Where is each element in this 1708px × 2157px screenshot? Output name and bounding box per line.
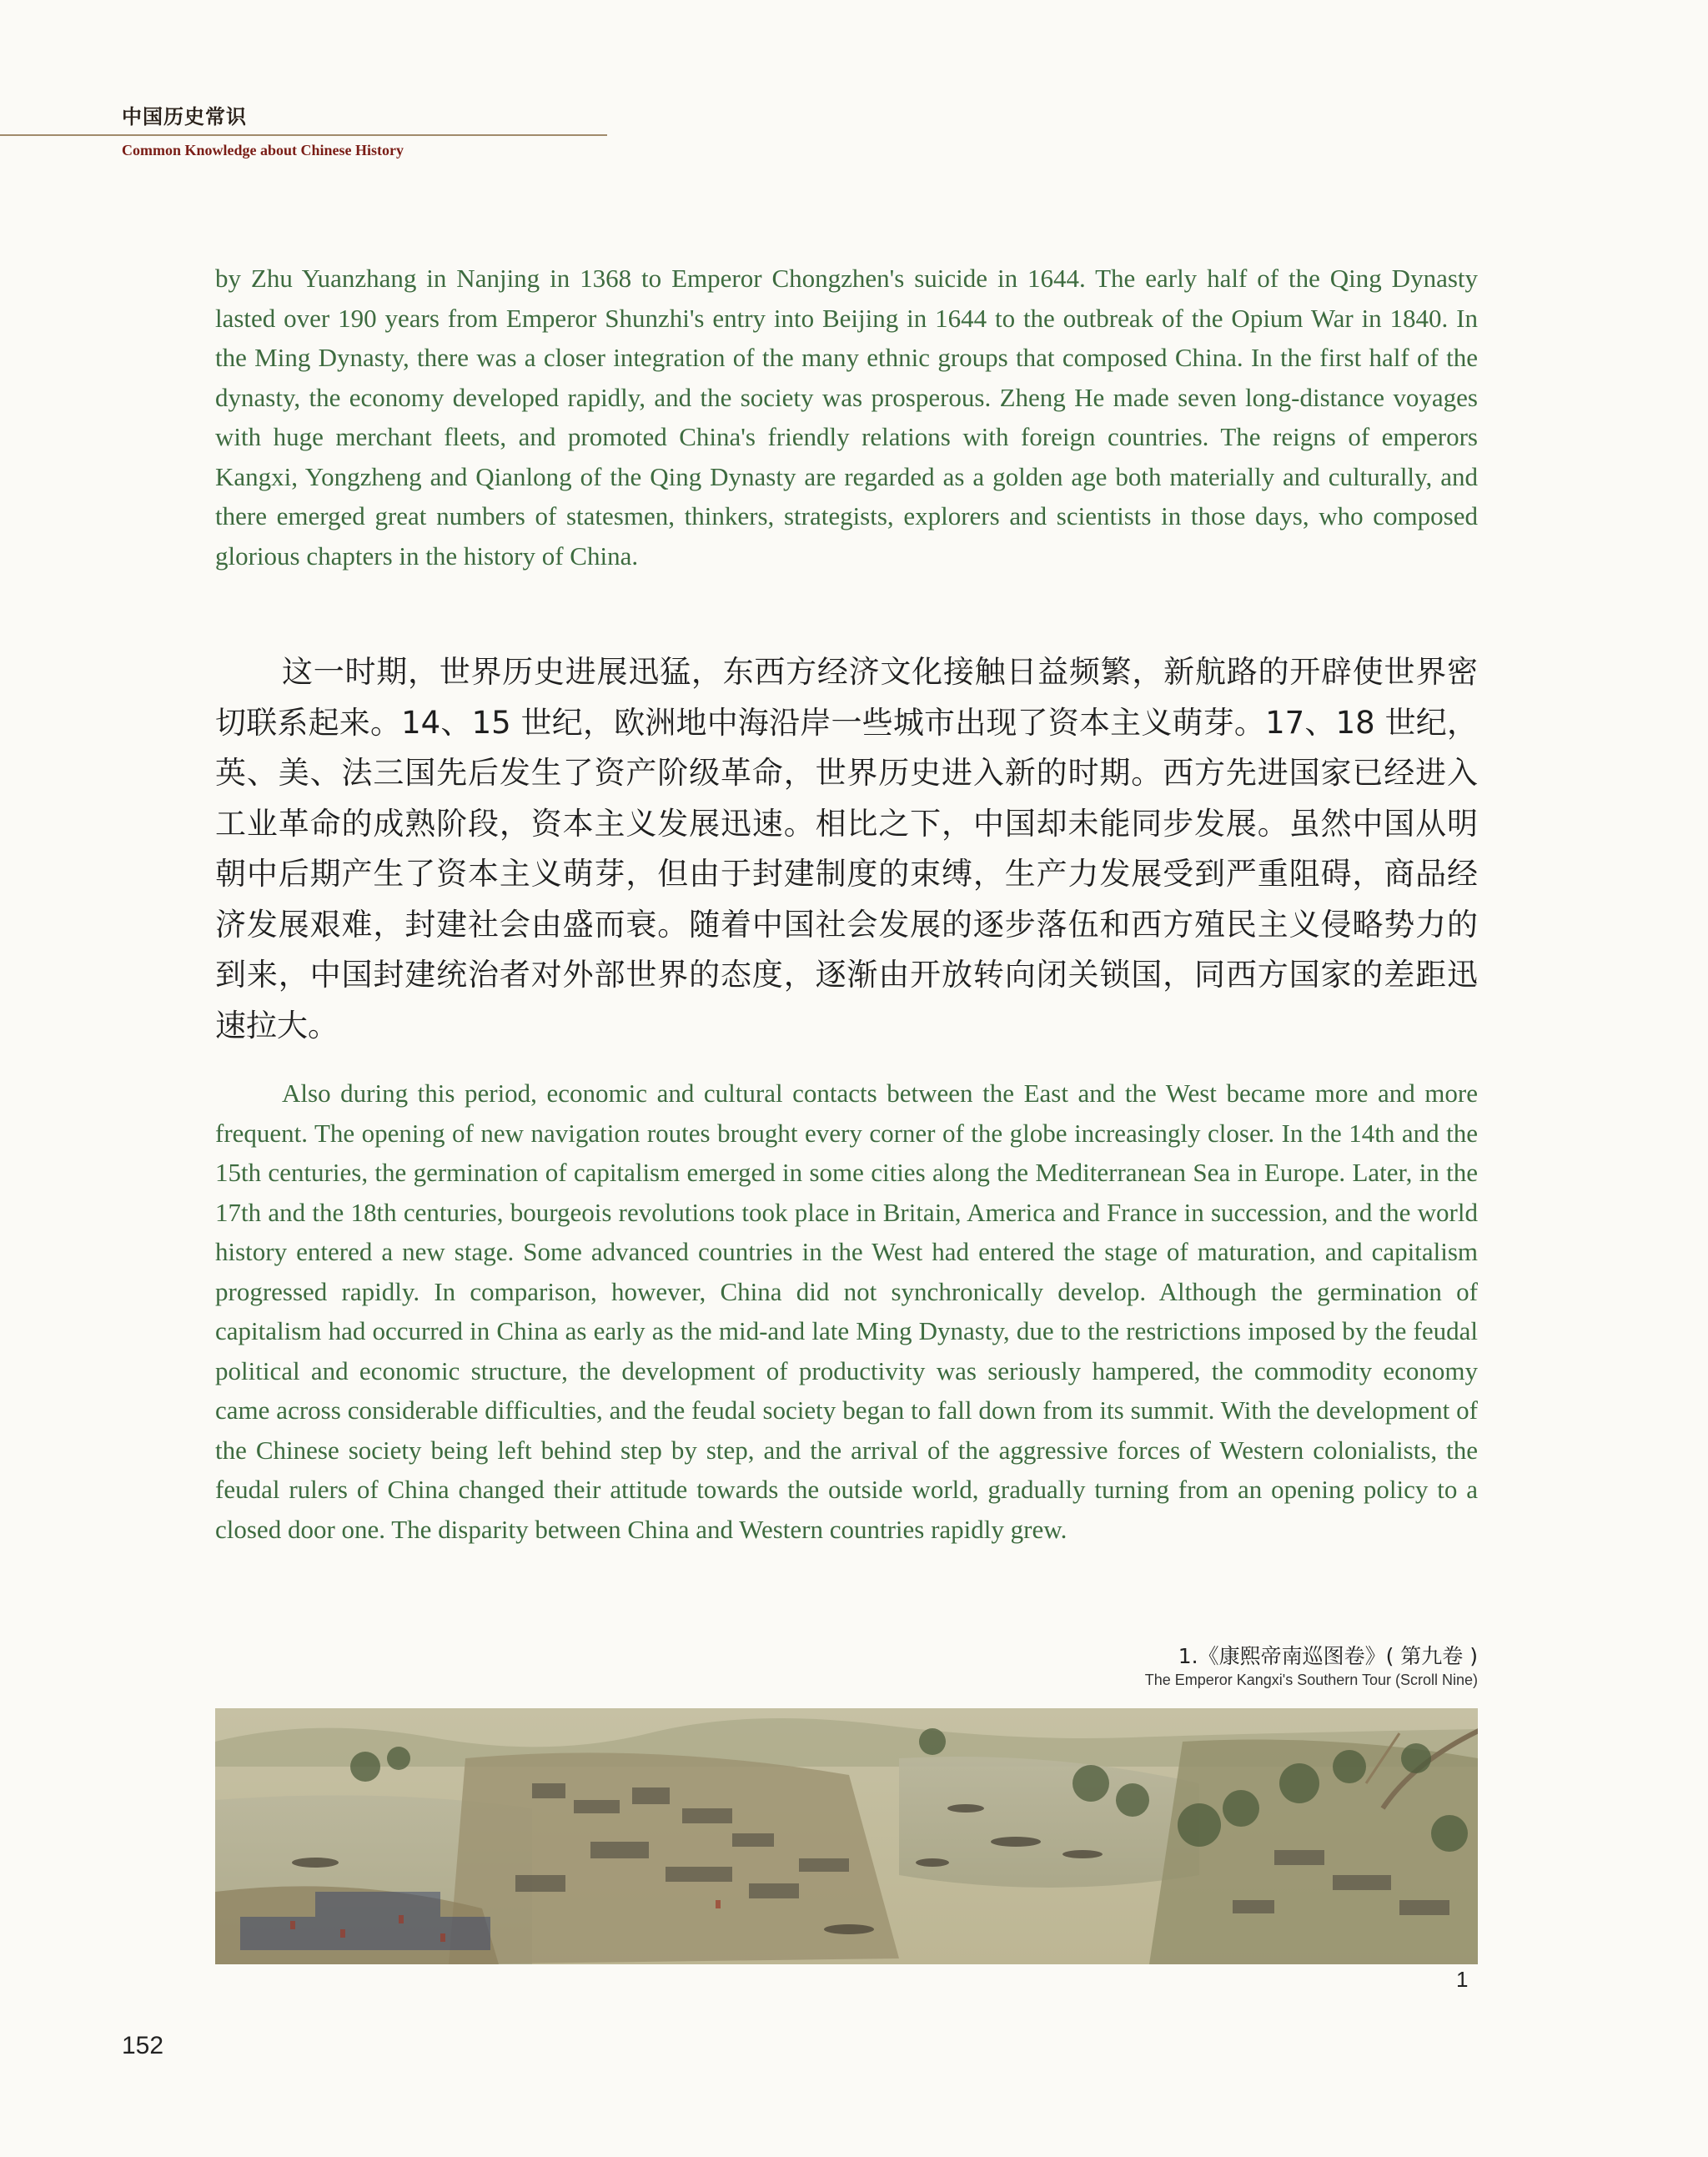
page-number: 152 [122,2032,164,2059]
paragraph-cn: 这一时期，世界历史进展迅猛，东西方经济文化接触日益频繁，新航路的开辟使世界密切联系起来。14、15 世纪，欧洲地中海沿岸一些城市出现了资本主义萌芽。17、18 世纪，英、美、法三国先后发生了资产阶级革命，世界历史进入新的时期。西方先进国家已经进入工业革命的成熟阶段，资本主义发展迅速。相比之下，中国却未能同步发展。虽然中国从明朝中后期产生了资本主义萌芽，但由于封建制度的束缚，生产力发展受到严重阻碍，商品经济发展艰难，封建社会由盛而衰。随着中国社会发展的逐步落伍和西方殖民主义侵略势力的到来，中国封建统治者对外部世界的态度，逐渐由开放转向闭关锁国，同西方国家的差距迅速拉大。 [215,654,1478,1043]
figure-number: 1 [1456,1967,1469,1992]
header-title-cn: 中国历史常识 [122,104,247,128]
figure-caption-en: The Emperor Kangxi's Southern Tour (Scroll Nine) [1144,1672,1478,1688]
painting-illustration [215,1708,1478,1964]
figure-caption-cn: 1.《康熙帝南巡图卷》( 第九卷 ) [1178,1644,1478,1668]
running-header [122,103,622,130]
paragraph-en-1: by Zhu Yuanzhang in Nanjing in 1368 to Emperor Chongzhen's suicide in 1644. The early half of the Qing Dynasty lasted over 190 years from Emperor Shunzhi's entry into Beijing in 1644 to the outbreak of the Opium War in 1840. In the Ming Dynasty, there was a closer integration of the many ethnic groups that composed China. In the first half of the dynasty, the economy developed rapidly, and the society was prosperous. Zheng He made seven long-distance voyages with huge merchant fleets, and promoted China's friendly relations with foreign countries. The reigns of emperors Kangxi, Yongzheng and Qianlong of the Qing Dynasty are regarded as a golden age both materially and culturally, and there emerged great numbers of statesmen, thinkers, strategists, explorers and scientists in those days, who composed glorious chapters in the history of China. [215,264,1478,571]
paragraph-en-2: Also during this period, economic and cultural contacts between the East and the West became more and more frequent. The opening of new navigation routes brought every corner of the globe increasingly closer. In the 14th and the 15th centuries, the germination of capitalism emerged in some cities along the Mediterranean Sea in Europe. Later, in the 17th and the 18th centuries, bourgeois revolutions took place in Britain, America and France in succession, and the world history entered a new stage. Some advanced countries in the West had entered the stage of maturation, and capitalism progressed rapidly. In comparison, however, China did not synchronically develop. Although the germination of capitalism had occurred in China as early as the mid-and late Ming Dynasty, due to the restrictions imposed by the feudal political and economic structure, the development of productivity was seriously hampered, the commodity economy came across considerable difficulties, and the feudal society began to fall down from its summit. With the development of the Chinese society being left behind step by step, and the arrival of the aggressive forces of Western colonialists, the feudal rulers of China changed their attitude towards the outside world, gradually turning from an opening policy to a closed door one. The disparity between China and Western countries rapidly grew. [215,1078,1478,1544]
scroll-painting-image [215,1708,1478,1964]
header-divider [0,134,607,136]
header-title-en: Common Knowledge about Chinese History [122,142,404,158]
